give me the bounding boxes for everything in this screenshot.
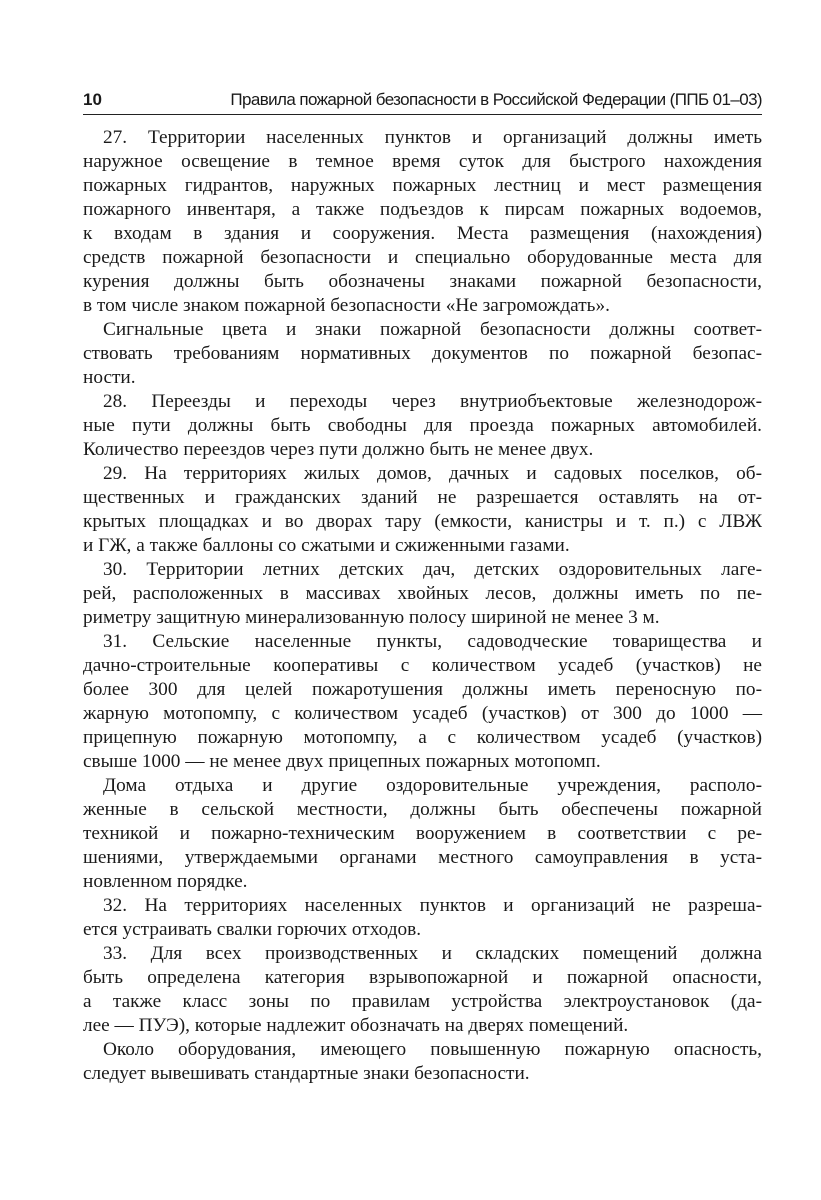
text-line: более 300 для целей пожаротушения должны иметь переносную по- <box>83 679 762 700</box>
text-line: 29. На территориях жилых домов, дачных и садовых поселков, об- <box>103 463 762 484</box>
text-line: средств пожарной безопасности и специально оборудованные места для <box>83 247 762 268</box>
text-line: риметру защитную минерализованную полосу шириной не менее 3 м. <box>83 607 660 628</box>
text-line: жарную мотопомпу, с количеством усадеб (участков) от 300 до 1000 — <box>83 703 762 724</box>
text-line: свыше 1000 — не менее двух прицепных пожарных мотопомп. <box>83 751 601 772</box>
text-line: и ГЖ, а также баллоны со сжатыми и сжиженными газами. <box>83 535 570 556</box>
paragraph <box>83 390 762 462</box>
text-line: Дома отдыха и другие оздоровительные учреждения, располо- <box>103 775 762 796</box>
text-line: новленном порядке. <box>83 871 248 892</box>
text-line: женные в сельской местности, должны быть обеспечены пожарной <box>83 799 762 820</box>
text-line: ности. <box>83 367 136 388</box>
text-line: Около оборудования, имеющего повышенную пожарную опасность, <box>103 1039 762 1060</box>
text-line: Сигнальные цвета и знаки пожарной безопасности должны соответ- <box>103 319 762 340</box>
running-header <box>83 88 762 115</box>
text-line: быть определена категория взрывопожарной и пожарной опасности, <box>83 967 762 988</box>
text-line: дачно-строительные кооперативы с количеством усадеб (участков) не <box>83 655 762 676</box>
paragraph <box>83 318 762 390</box>
page-number: 10 <box>83 90 102 109</box>
document-body <box>83 126 762 1086</box>
text-line: шениями, утверждаемыми органами местного самоуправления в уста- <box>83 847 762 868</box>
paragraph <box>83 630 762 774</box>
paragraph <box>83 942 762 1038</box>
text-line: в том числе знаком пожарной безопасности «Не загромождать». <box>83 295 610 316</box>
paragraph <box>83 126 762 318</box>
text-line: 31. Сельские населенные пункты, садоводческие товарищества и <box>103 631 762 652</box>
text-line: пожарного инвентаря, а также подъездов к пирсам пожарных водоемов, <box>83 199 762 220</box>
text-line: техникой и пожарно-техническим вооружением в соответствии с ре- <box>83 823 762 844</box>
text-line: Количество переездов через пути должно быть не менее двух. <box>83 439 594 460</box>
text-line: ется устраивать свалки горючих отходов. <box>83 919 422 940</box>
paragraph <box>83 774 762 894</box>
text-line: наружное освещение в темное время суток для быстрого нахождения <box>83 151 762 172</box>
paragraph <box>83 1038 762 1086</box>
text-line: ствовать требованиям нормативных документов по пожарной безопас- <box>83 343 762 364</box>
text-line: следует вывешивать стандартные знаки безопасности. <box>83 1063 530 1084</box>
text-line: 28. Переезды и переходы через внутриобъектовые железнодорож- <box>103 391 762 412</box>
text-line: лее — ПУЭ), которые надлежит обозначать на дверях помещений. <box>83 1015 629 1036</box>
text-line: 32. На территориях населенных пунктов и организаций не разреша- <box>103 895 762 916</box>
paragraph <box>83 462 762 558</box>
text-line: 27. Территории населенных пунктов и организаций должны иметь <box>103 127 762 148</box>
text-line: 33. Для всех производственных и складских помещений должна <box>103 943 762 964</box>
text-line: ные пути должны быть свободны для проезда пожарных автомобилей. <box>83 415 762 436</box>
text-line: к входам в здания и сооружения. Места размещения (нахождения) <box>83 223 762 244</box>
paragraph <box>83 894 762 942</box>
text-line: курения должны быть обозначены знаками пожарной безопасности, <box>83 271 762 292</box>
text-line: рей, расположенных в массивах хвойных лесов, должны иметь по пе- <box>83 583 762 604</box>
text-line: пожарных гидрантов, наружных пожарных лестниц и мест размещения <box>83 175 762 196</box>
text-line: щественных и гражданских зданий не разрешается оставлять на от- <box>83 487 762 508</box>
text-line: а также класс зоны по правилам устройства электроустановок (да- <box>83 991 762 1012</box>
text-line: прицепную пожарную мотопомпу, а с количеством усадеб (участков) <box>83 727 762 748</box>
running-title: Правила пожарной безопасности в Российской Федерации (ППБ 01–03) <box>230 90 762 109</box>
paragraph <box>83 558 762 630</box>
text-line: 30. Территории летних детских дач, детских оздоровительных лаге- <box>103 559 762 580</box>
text-line: крытых площадках и во дворах тару (емкости, канистры и т. п.) с ЛВЖ <box>83 511 762 532</box>
